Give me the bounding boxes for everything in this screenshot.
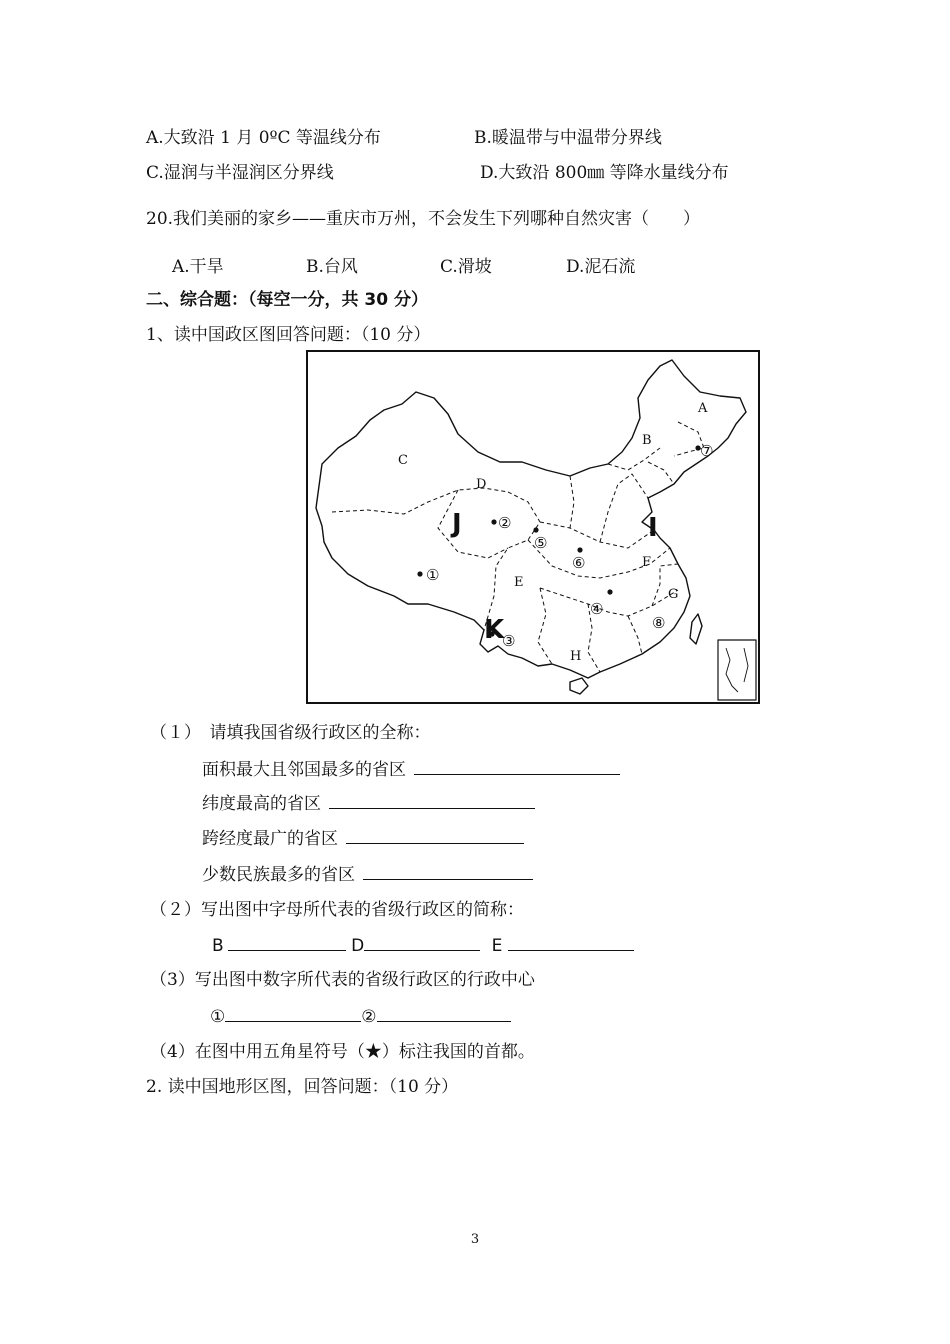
map-label-j: J [452,509,462,539]
q20-stem: 20.我们美丽的家乡——重庆市万州，不会发生下列哪种自然灾害（ ） [146,209,701,229]
country-outline [316,360,746,678]
answer-blank[interactable] [508,934,634,951]
map-label-b: B [642,433,652,448]
answer-blank[interactable] [364,934,480,951]
q19-option-b: B.暖温带与中温带分界线 [474,128,662,148]
map-number-1: ① [426,566,440,584]
answer-blank[interactable] [225,1005,361,1022]
map-label-h: H [570,649,582,664]
answer-blank[interactable] [346,827,524,844]
map-number-7: ⑦ [700,442,714,460]
sub3-label-2: ② [361,1007,377,1027]
q20-option-b: B.台风 [306,257,358,277]
q20-option-c: C.滑坡 [440,257,492,277]
map-number-5: ⑤ [534,534,548,552]
q20-option-d: D.泥石流 [566,257,636,277]
map-number-2: ② [498,514,512,532]
answer-blank[interactable] [363,863,533,880]
sub1-item-4-label: 少数民族最多的省区 [202,865,355,885]
sub1-heading: （１） 请填我国省级行政区的全称： [150,723,431,743]
q19-option-d: D.大致沿 800㎜ 等降水量线分布 [480,163,729,183]
map-label-c: C [398,453,408,468]
map-number-8: ⑧ [652,614,666,632]
answer-blank[interactable] [329,792,535,809]
answer-blank[interactable] [377,1005,511,1022]
map-label-g: G [668,587,679,602]
sub4-text: （4）在图中用五角星符号（★）标注我国的首都。 [150,1042,535,1062]
sub1-item-4 [202,863,533,886]
sub2-label-b: B [212,936,224,956]
map-label-a: A [698,401,708,416]
answer-blank[interactable] [228,934,346,951]
question-1-title: 1、读中国政区图回答问题：（10 分） [146,325,431,345]
sub3-heading: （3）写出图中数字所代表的省级行政区的行政中心 [150,970,535,990]
sub2-label-d: D [351,936,365,956]
map-number-6: ⑥ [572,554,586,572]
sub1-item-1 [202,758,620,781]
sub2-label-e: E [491,936,503,956]
map-label-d: D [476,477,487,492]
sub1-item-1-label: 面积最大且邻国最多的省区 [202,760,406,780]
sub2-blanks [212,934,634,957]
answer-blank[interactable] [414,758,620,775]
map-number-4: ④ [590,600,604,618]
sub2-heading: （２）写出图中字母所代表的省级行政区的简称： [150,900,524,920]
map-number-3: ③ [502,632,516,650]
sub1-item-3 [202,827,524,850]
question-2-title: 2. 读中国地形区图，回答问题：（10 分） [146,1077,459,1097]
section-title: 二、综合题：（每空一分，共 30 分） [146,290,428,310]
q19-option-c: C.湿润与半湿润区分界线 [146,163,334,183]
sub1-item-2-label: 纬度最高的省区 [202,794,321,814]
sub1-item-2 [202,792,535,815]
page-number: 3 [470,1232,480,1247]
sub1-item-3-label: 跨经度最广的省区 [202,829,338,849]
map-label-i: I [648,513,658,543]
sub3-blanks [210,1005,511,1028]
china-map-drawing [308,352,758,702]
china-political-map [306,350,760,704]
map-label-e: E [514,575,524,590]
sub3-label-1: ① [210,1007,226,1027]
q19-option-a: A.大致沿 1 月 0ºC 等温线分布 [146,128,381,148]
q20-option-a: A.干旱 [172,257,224,277]
map-label-f: F [642,555,652,570]
map-label-k: K [484,615,505,645]
